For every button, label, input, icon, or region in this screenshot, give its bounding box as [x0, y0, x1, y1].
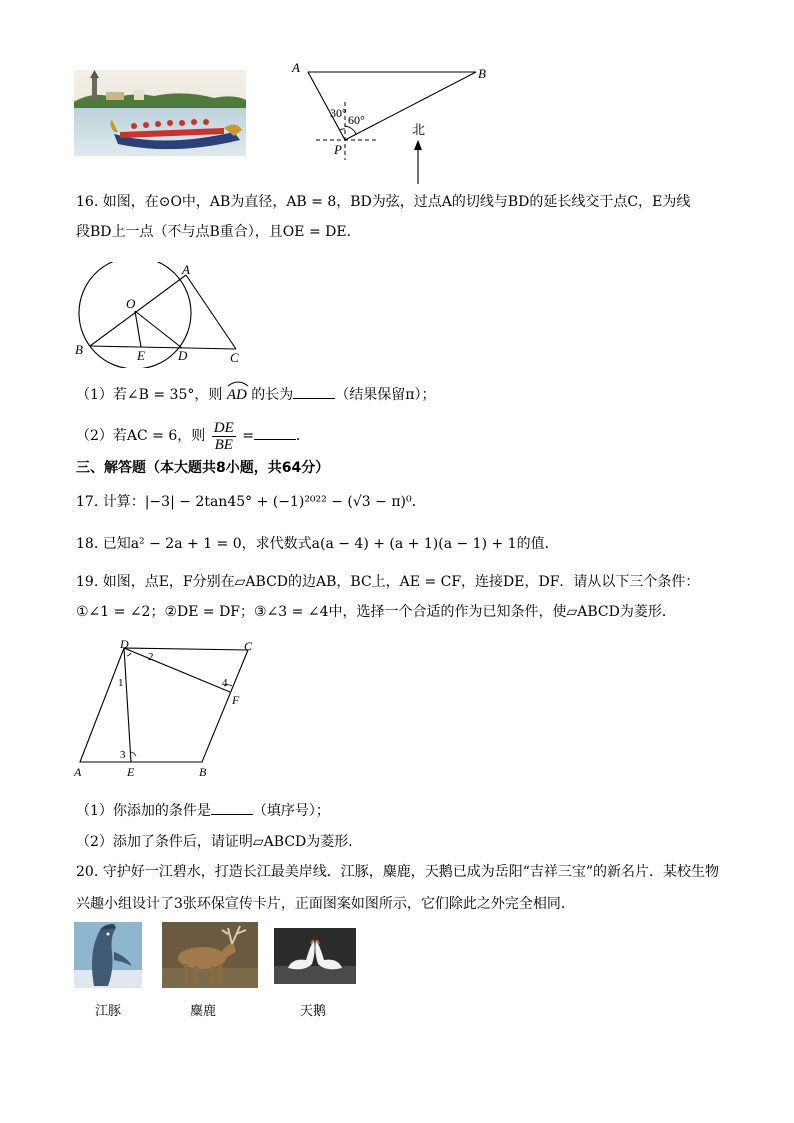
- fraction-DE-BE: $\frac{DE}{BE}$: [213, 419, 234, 453]
- arc-AD: AD: [227, 385, 247, 405]
- north-label: 北: [412, 123, 426, 138]
- card-caption-deer: 麋鹿: [190, 1004, 217, 1019]
- q19-part2: （2）添加了条件后，请证明▱ABCD为菱形．: [76, 834, 363, 850]
- label-B: B: [75, 342, 83, 357]
- q17: 17. 计算：|−3| − 2tan45° + (−1)²⁰²² − (√3 − π)⁰．: [76, 494, 426, 510]
- label-D: D: [178, 348, 188, 363]
- angle-2: 2: [148, 651, 154, 663]
- label-C: C: [244, 639, 253, 653]
- angle-30: 30°: [330, 106, 347, 120]
- circle-figure: [72, 262, 252, 368]
- answer-blank[interactable]: [211, 800, 253, 815]
- label-A: A: [292, 60, 300, 75]
- card-caption-dolphin: 江豚: [95, 1004, 122, 1019]
- angle-3: 3: [120, 749, 126, 761]
- label-E: E: [127, 765, 135, 779]
- card-caption-swan: 天鹅: [300, 1004, 327, 1019]
- q18: 18. 已知a² − 2a + 1 = 0，求代数式a(a − 4) + (a + 1)(a − 1) + 1的值．: [76, 536, 559, 552]
- label-A: A: [74, 765, 82, 779]
- answer-blank[interactable]: [293, 384, 335, 399]
- label-B: B: [478, 66, 486, 81]
- dragon-boat-photo: [74, 70, 246, 156]
- label-A: A: [182, 262, 190, 277]
- q16-stem-line2: 段BD上一点（不与点B重合），且OE = DE．: [76, 224, 361, 240]
- deer-photo: [162, 922, 258, 988]
- angle-4: 4: [222, 677, 228, 689]
- label-B: B: [199, 765, 207, 779]
- label-F: F: [232, 693, 240, 707]
- q20-line2: 兴趣小组设计了3张环保宣传卡片，正面图案如图所示，它们除此之外完全相同．: [76, 896, 575, 912]
- swan-photo: [274, 928, 356, 984]
- q16-part2: （2）若AC = 6，则 $\frac{DE}{BE}$ = ．: [76, 419, 310, 453]
- q19-line2: ①∠1 = ∠2；②DE = DF；③∠3 = ∠4中，选择一个合适的作为已知条件，使▱ABCD为菱形．: [76, 604, 676, 620]
- label-O: O: [126, 296, 136, 311]
- answer-blank[interactable]: [254, 425, 296, 440]
- dolphin-photo: [74, 922, 142, 988]
- q20-line1: 20. 守护好一江碧水，打造长江最美岸线．江豚，麋鹿，天鹅已成为岳阳“吉祥三宝”的新名片．某校生物: [76, 864, 720, 880]
- parallelogram-figure: [72, 636, 272, 780]
- section-heading: 三、解答题（本大题共8小题，共64分）: [76, 460, 330, 476]
- label-C: C: [230, 350, 239, 365]
- label-D: D: [120, 637, 129, 651]
- label-P: P: [334, 142, 342, 157]
- q19-part1: （1）你添加的条件是 （填序号）；: [76, 800, 330, 821]
- angle-60: 60°: [348, 113, 365, 127]
- bearing-figure: [288, 60, 498, 188]
- q19-line1: 19. 如图，点E，F分别在▱ABCD的边AB，BC上，AE = CF，连接DE，DF．请从以下三个条件：: [76, 574, 700, 590]
- q16-stem-line1: 16. 如图，在⊙O中，AB为直径，AB = 8，BD为弦，过点A的切线与BD的延长线交于点C，E为线: [76, 194, 691, 210]
- q16-part1: （1）若∠B = 35°，则 AD 的长为 （结果保留π）；: [76, 384, 435, 405]
- angle-1: 1: [118, 677, 124, 689]
- label-E: E: [137, 348, 145, 363]
